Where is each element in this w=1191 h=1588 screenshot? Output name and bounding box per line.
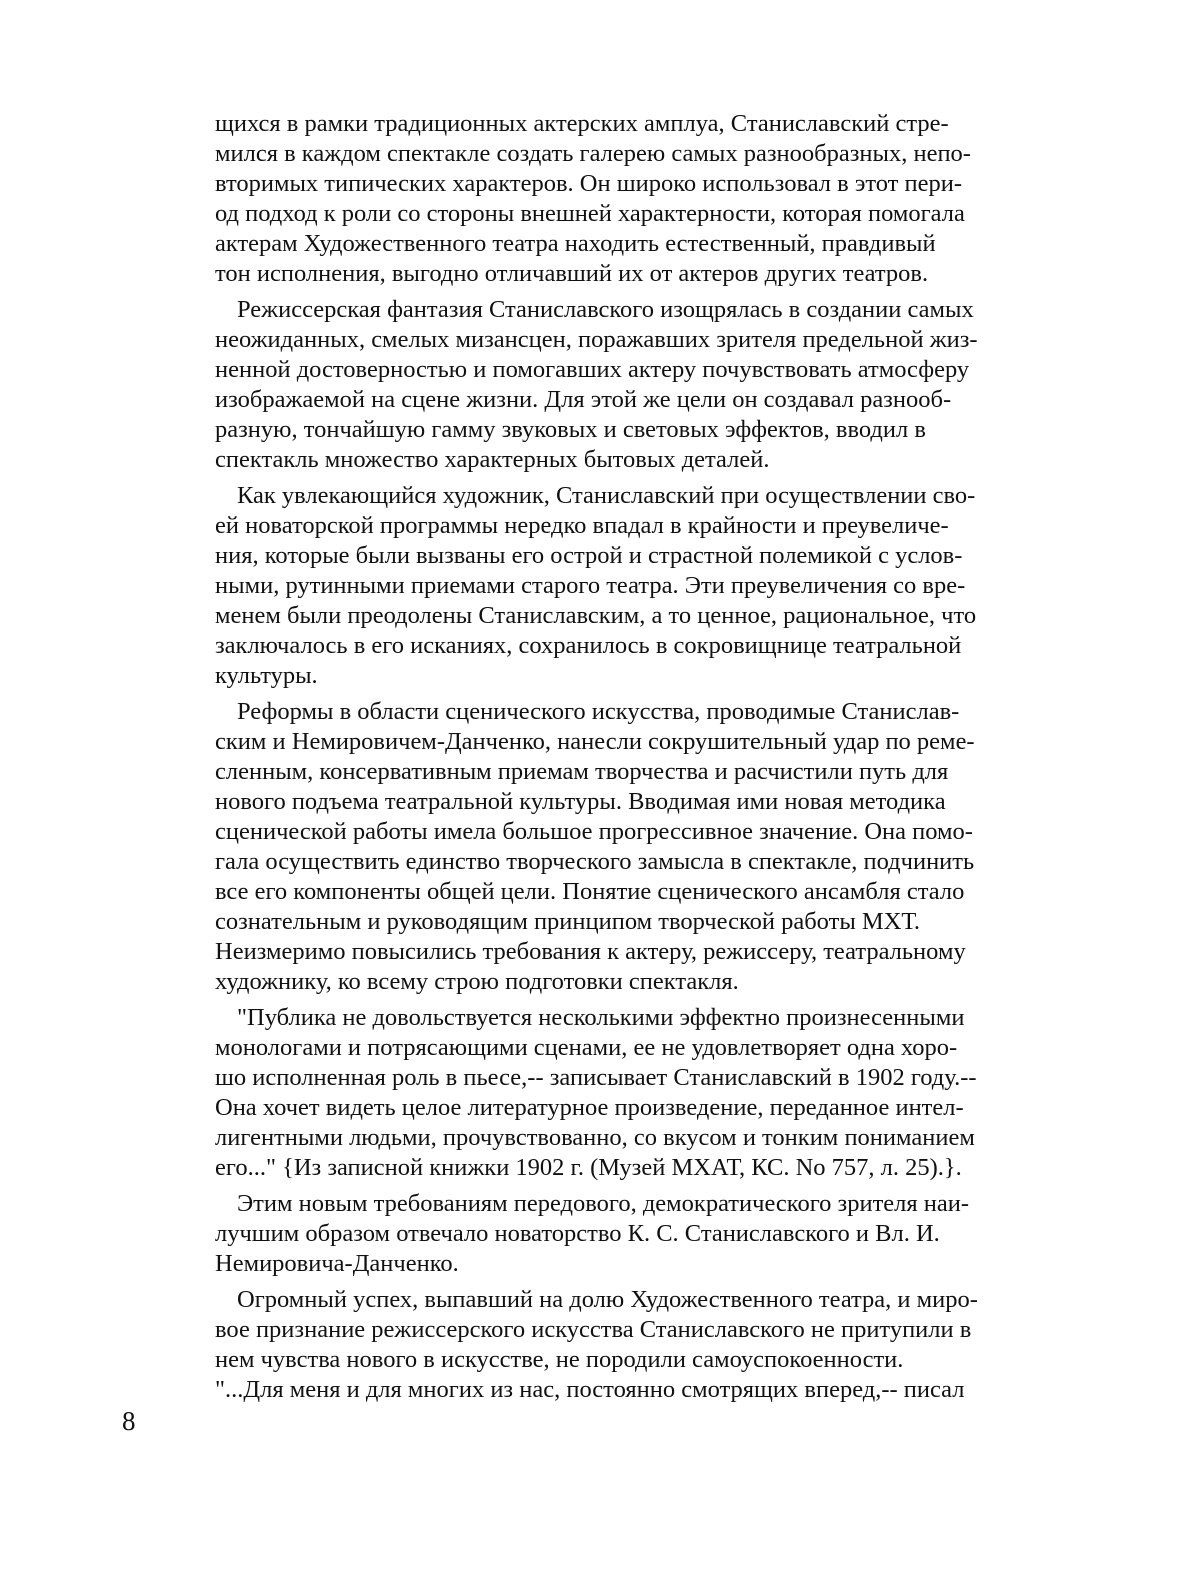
paragraph <box>215 109 1045 289</box>
paragraph <box>215 697 1045 997</box>
text-line: культуры. <box>215 662 318 689</box>
text-line: ния, которые были вызваны его острой и страстной полемикой с услов- <box>215 542 963 569</box>
text-line: все его компоненты общей цели. Понятие сценического ансамбля стало <box>215 878 965 905</box>
text-line: ским и Немировичем-Данченко, нанесли сокрушительный удар по реме- <box>215 728 975 755</box>
text-line: изображаемой на сцене жизни. Для этой же цели он создавал разнооб- <box>215 386 952 413</box>
text-line: "Публика не довольствуется несколькими эффектно произнесенными <box>237 1004 965 1031</box>
text-line: Немировича-Данченко. <box>215 1250 459 1277</box>
text-line: вое признание режиссерского искусства Станиславского не притупили в <box>215 1316 972 1343</box>
text-line: лигентными людьми, прочувствованно, со вкусом и тонким пониманием <box>215 1124 975 1151</box>
text-line: Неизмеримо повысились требования к актеру, режиссеру, театральному <box>215 938 966 965</box>
paragraph <box>215 1189 1045 1279</box>
text-line: ненной достоверностью и помогавших актеру почувствовать атмосферу <box>215 356 970 383</box>
text-line: Как увлекающийся художник, Станиславский при осуществлении сво- <box>237 482 976 509</box>
text-line: нового подъема театральной культуры. Вводимая ими новая методика <box>215 788 946 815</box>
text-line: сленным, консервативным приемам творчества и расчистили путь для <box>215 758 949 785</box>
paragraph <box>215 295 1045 475</box>
page-number: 8 <box>122 1406 136 1436</box>
paragraph <box>215 1003 1045 1183</box>
text-line: разную, тончайшую гамму звуковых и световых эффектов, вводил в <box>215 416 926 443</box>
text-line: щихся в рамки традиционных актерских амплуа, Станиславский стре- <box>215 110 949 137</box>
text-line: од подход к роли со стороны внешней характерности, которая помогала <box>215 200 965 227</box>
paragraph <box>215 1285 1045 1405</box>
text-line: Режиссерская фантазия Станиславского изощрялась в создании самых <box>237 296 974 323</box>
text-line: заключалось в его исканиях, сохранилось в сокровищнице театральной <box>215 632 962 659</box>
text-line: Она хочет видеть целое литературное произведение, переданное интел- <box>215 1094 964 1121</box>
text-line: вторимых типических характеров. Он широко использовал в этот пери- <box>215 170 962 197</box>
text-line: неожиданных, смелых мизансцен, поражавших зрителя предельной жиз- <box>215 326 978 353</box>
text-line: его..." {Из записной книжки 1902 г. (Музей МХАТ, КС. No 757, л. 25).}. <box>215 1154 962 1181</box>
text-line: тон исполнения, выгодно отличавший их от актеров других театров. <box>215 260 929 287</box>
text-line: спектакль множество характерных бытовых деталей. <box>215 446 770 473</box>
text-line: ей новаторской программы нередко впадал в крайности и преувеличе- <box>215 512 949 539</box>
text-line: "...Для меня и для многих из нас, постоянно смотрящих вперед,-- писал <box>215 1376 965 1403</box>
paragraph <box>215 481 1045 691</box>
text-line: Этим новым требованиям передового, демократического зрителя наи- <box>237 1190 970 1217</box>
text-line: сценической работы имела большое прогрессивное значение. Она помо- <box>215 818 973 845</box>
text-line: мился в каждом спектакле создать галерею самых разнообразных, непо- <box>215 140 971 167</box>
text-line: ными, рутинными приемами старого театра. Эти преувеличения со вре- <box>215 572 966 599</box>
text-line: лучшим образом отвечало новаторство К. С. Станиславского и Вл. И. <box>215 1220 940 1247</box>
text-line: шо исполненная роль в пьесе,-- записывает Станиславский в 1902 году.-- <box>215 1064 977 1091</box>
text-line: нем чувства нового в искусстве, не породили самоуспокоенности. <box>215 1346 904 1373</box>
text-line: актерам Художественного театра находить естественный, правдивый <box>215 230 936 257</box>
text-line: Реформы в области сценического искусства, проводимые Станислав- <box>237 698 960 725</box>
body-text <box>215 109 1045 1405</box>
text-line: монологами и потрясающими сценами, ее не удовлетворяет одна хоро- <box>215 1034 958 1061</box>
text-line: менем были преодолены Станиславским, а то ценное, рациональное, что <box>215 602 977 629</box>
text-line: сознательным и руководящим принципом творческой работы МХТ. <box>215 908 921 935</box>
text-line: художнику, ко всему строю подготовки спектакля. <box>215 968 739 995</box>
text-line: гала осуществить единство творческого замысла в спектакле, подчинить <box>215 848 975 875</box>
text-line: Огромный успех, выпавший на долю Художественного театра, и миро- <box>237 1286 978 1313</box>
